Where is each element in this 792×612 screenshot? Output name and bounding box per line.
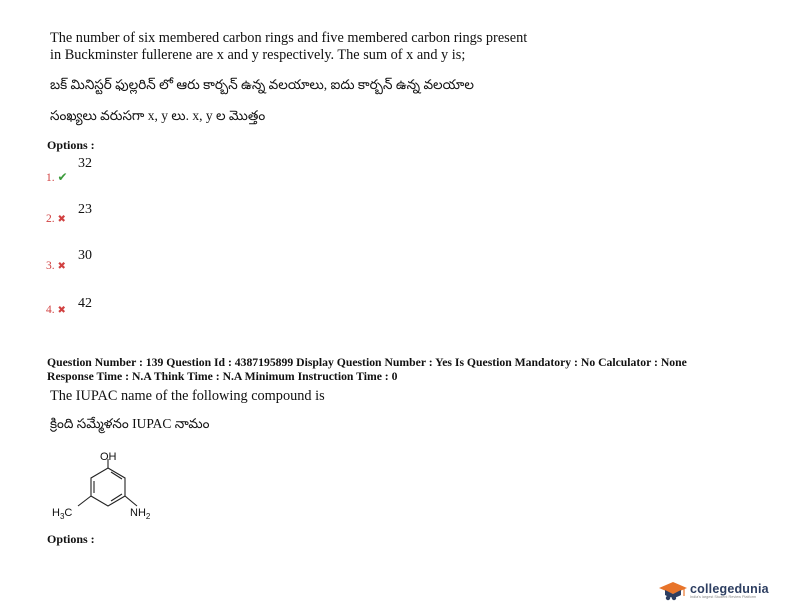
- option-4-number: 4.: [46, 304, 55, 316]
- option-1-number: 1.: [46, 172, 55, 184]
- option-4-value: 42: [78, 296, 92, 311]
- question-text-telugu-line-2: సంఖ్యలు వరుసగా x, y లు. x, y ల మొత్తం: [50, 108, 266, 123]
- question-meta: [47, 356, 747, 383]
- option-2-number: 2.: [46, 213, 55, 225]
- cross-icon: ✖: [57, 261, 66, 272]
- question-line-2: in Buckminster fullerene are x and y respectively. The sum of x and y is;: [50, 47, 466, 63]
- amino-label: $NH_2$: [130, 507, 151, 521]
- brand-tagline: India's largest Student Review Platform: [690, 594, 757, 599]
- option-1-value: 32: [78, 156, 92, 171]
- hydroxyl-label: OH: [100, 451, 117, 463]
- benzene-ring: [78, 459, 137, 506]
- option-3: [46, 260, 66, 272]
- check-icon: ✔: [57, 170, 68, 184]
- option-4: [46, 304, 66, 316]
- brand-name: collegedunia: [690, 581, 769, 596]
- option-2: [46, 213, 66, 225]
- question-meta-line-1: Question Number : 139 Question Id : 4387195899 Display Question Number : Yes Is Question Mandatory : No Calculator : None: [47, 356, 687, 369]
- methyl-label: $H_3C$: [52, 507, 73, 521]
- options-label: Options :: [47, 138, 95, 152]
- question-text-telugu-line-1: బక్ మినిస్టర్ ఫుల్లరిన్ లో ఆరు కార్బన్ ఉన్న వలయాలు, ఐదు కార్బన్ ఉన్న వలయాల: [50, 77, 474, 92]
- option-3-value: 30: [78, 248, 92, 263]
- options-label-2: Options :: [47, 532, 95, 546]
- chemical-structure: [45, 448, 175, 528]
- cross-icon: ✖: [57, 214, 66, 225]
- question-line-1: The number of six membered carbon rings and five membered carbon rings present: [50, 30, 528, 46]
- question-text-english: [50, 30, 610, 64]
- question-2-text-english: The IUPAC name of the following compound is: [50, 388, 325, 404]
- question-meta-line-2: Response Time : N.A Think Time : N.A Minimum Instruction Time : 0: [47, 369, 398, 383]
- question-2-text-telugu: క్రింది సమ్మేళనం IUPAC నామం: [50, 416, 210, 431]
- graduation-cap-icon: [658, 580, 688, 602]
- cross-icon: ✖: [57, 305, 66, 316]
- option-3-number: 3.: [46, 260, 55, 272]
- collegedunia-logo: [658, 580, 769, 602]
- option-1: [46, 170, 68, 185]
- option-2-value: 23: [78, 202, 92, 217]
